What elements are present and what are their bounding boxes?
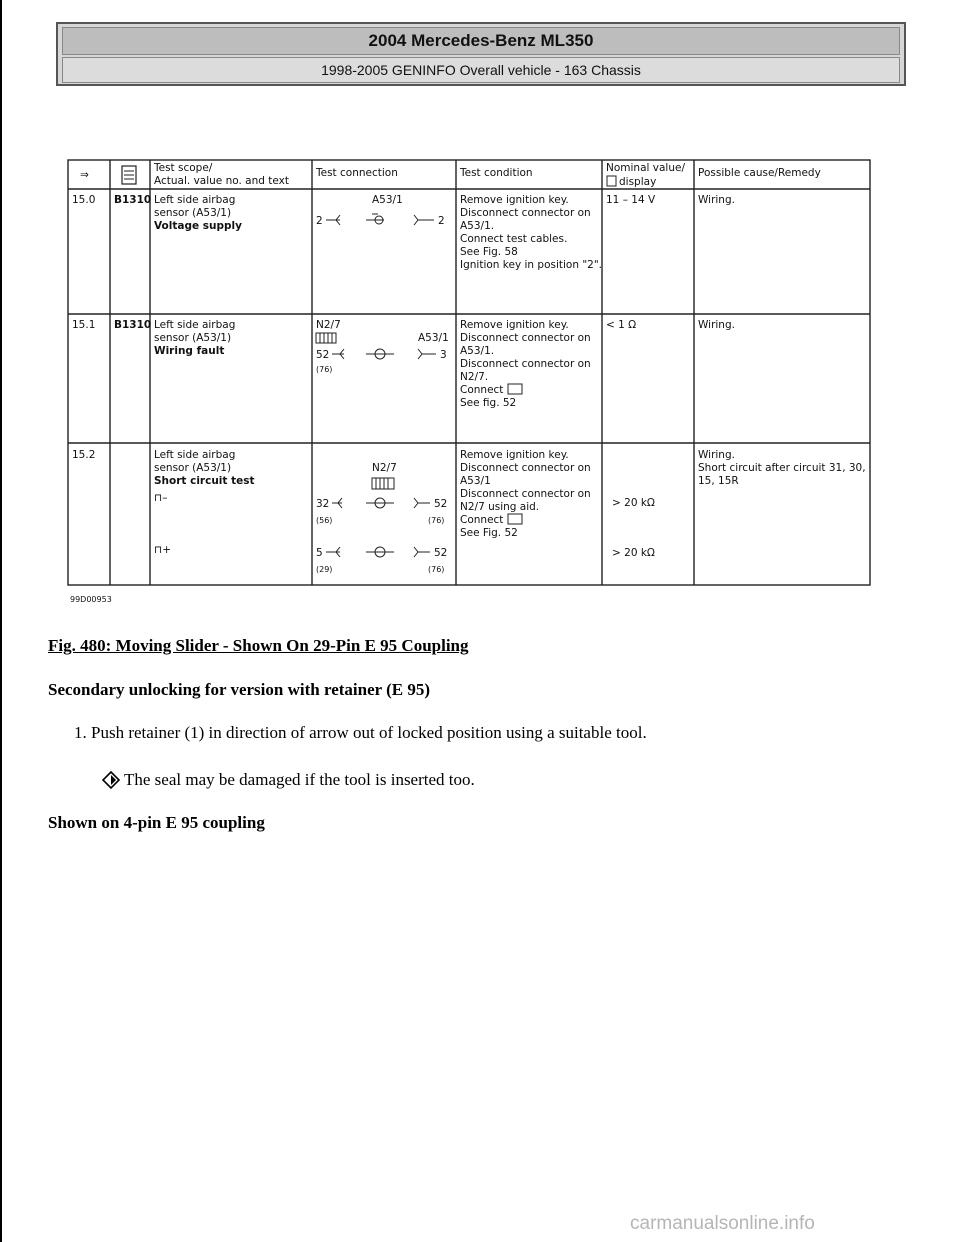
- sub-test-label: ⊓+: [154, 544, 171, 556]
- col-connection: Test connection: [316, 167, 398, 179]
- condition-line: Connect test cables.: [460, 233, 568, 245]
- connection-pin-right: 2: [438, 215, 445, 227]
- row-step: 15.2: [72, 449, 96, 461]
- condition-line: Disconnect connector on: [460, 207, 591, 219]
- sub-test-label: ⊓–: [154, 492, 168, 504]
- connection-label: A53/1: [418, 332, 449, 344]
- condition-line: Disconnect connector on: [460, 358, 591, 370]
- condition-line: Connect: [460, 384, 504, 396]
- condition-line: See Fig. 58: [460, 246, 518, 258]
- caution-note: [102, 770, 475, 790]
- caution-note-text: The seal may be damaged if the tool is inserted too.: [124, 770, 475, 789]
- page-header: [56, 22, 906, 86]
- condition-line: See Fig. 52: [460, 527, 518, 539]
- condition-line: N2/7 using aid.: [460, 501, 540, 513]
- page-border: [0, 0, 2, 1242]
- row-scope: Short circuit test: [154, 475, 255, 487]
- step-1: 1. Push retainer (1) in direction of arrow out of locked position using a suitable tool.: [74, 723, 647, 742]
- condition-line: A53/1.: [460, 220, 495, 232]
- connection-pin-left: 52: [316, 349, 330, 361]
- connection-pin-right: 52: [434, 547, 448, 559]
- condition-line: See fig. 52: [460, 397, 517, 409]
- monitor-icon: [122, 166, 136, 184]
- condition-line: Connect: [460, 514, 504, 526]
- condition-line: Disconnect connector on: [460, 488, 591, 500]
- row-display-code: B1310: [114, 194, 152, 206]
- condition-line: Disconnect connector on: [460, 332, 591, 344]
- row-display-code: B1310: [114, 319, 152, 331]
- nominal-value: 11 – 14 V: [606, 194, 656, 206]
- connection-pin-left: 2: [316, 215, 323, 227]
- remedy-line: Short circuit after circuit 31, 30,: [698, 462, 866, 474]
- header-title: 2004 Mercedes-Benz ML350: [62, 27, 900, 55]
- row-scope: Left side airbag: [154, 449, 236, 461]
- col-scope-line1: Test scope/: [154, 162, 213, 174]
- row-step: 15.1: [72, 319, 96, 331]
- condition-line: N2/7.: [460, 371, 489, 383]
- condition-line: Remove ignition key.: [460, 449, 569, 461]
- test-box-icon: [508, 384, 522, 394]
- row-scope: Left side airbag: [154, 194, 236, 206]
- shown-on-heading: Shown on 4-pin E 95 coupling: [48, 813, 265, 832]
- test-table-figure: [66, 158, 874, 610]
- nominal-value: > 20 kΩ: [612, 497, 655, 509]
- section-heading: Secondary unlocking for version with retainer (E 95): [48, 680, 431, 699]
- condition-line: Remove ignition key.: [460, 194, 569, 206]
- condition-line: A53/1: [460, 475, 491, 487]
- connection-label: A53/1: [372, 194, 403, 206]
- test-box-icon: [508, 514, 522, 524]
- remedy-line: Wiring.: [698, 319, 735, 331]
- connection-label: N2/7: [316, 319, 341, 331]
- caution-diamond-icon: [102, 771, 120, 789]
- remedy-line: Wiring.: [698, 194, 735, 206]
- col-remedy: Possible cause/Remedy: [698, 167, 821, 179]
- figure-caption: Fig. 480: Moving Slider - Shown On 29-Pin E 95 Coupling: [48, 636, 469, 655]
- row-scope: Voltage supply: [154, 220, 242, 232]
- nominal-value: < 1 Ω: [606, 319, 637, 331]
- connection-pin-left: 5: [316, 547, 323, 559]
- row-scope: Left side airbag: [154, 319, 236, 331]
- connection-note: (76): [428, 516, 445, 525]
- connection-note: (76): [316, 365, 333, 374]
- test-table: [66, 158, 874, 610]
- row-scope: sensor (A53/1): [154, 207, 232, 219]
- header-subtitle: 1998-2005 GENINFO Overall vehicle - 163 Chassis: [62, 57, 900, 83]
- row-scope: Wiring fault: [154, 345, 225, 357]
- nominal-value: > 20 kΩ: [612, 547, 655, 559]
- header-arrow: ⇒: [80, 169, 89, 181]
- col-nominal-line2: display: [619, 176, 657, 188]
- display-icon: [607, 176, 616, 186]
- col-scope-line2: Actual. value no. and text: [154, 175, 289, 187]
- row-step: 15.0: [72, 194, 96, 206]
- row-scope: sensor (A53/1): [154, 332, 232, 344]
- test-box-icon: [372, 478, 394, 489]
- condition-line: Ignition key in position "2".: [460, 259, 603, 271]
- condition-line: A53/1.: [460, 345, 495, 357]
- connection-pin-right: 52: [434, 498, 448, 510]
- condition-line: Remove ignition key.: [460, 319, 569, 331]
- connection-pin-right: 3: [440, 349, 447, 361]
- connection-note: (76): [428, 565, 445, 574]
- row-scope: sensor (A53/1): [154, 462, 232, 474]
- connection-note: (29): [316, 565, 333, 574]
- site-watermark: carmanualsonline.info: [630, 1213, 815, 1234]
- test-box-icon: [316, 333, 336, 343]
- remedy-line: 15, 15R: [698, 475, 739, 487]
- col-condition: Test condition: [460, 167, 533, 179]
- connection-label: N2/7: [372, 462, 397, 474]
- remedy-line: Wiring.: [698, 449, 735, 461]
- figure-id: 99D00953: [70, 595, 112, 604]
- connection-note: (56): [316, 516, 333, 525]
- condition-line: Disconnect connector on: [460, 462, 591, 474]
- connection-pin-left: 32: [316, 498, 330, 510]
- col-nominal-line1: Nominal value/: [606, 162, 685, 174]
